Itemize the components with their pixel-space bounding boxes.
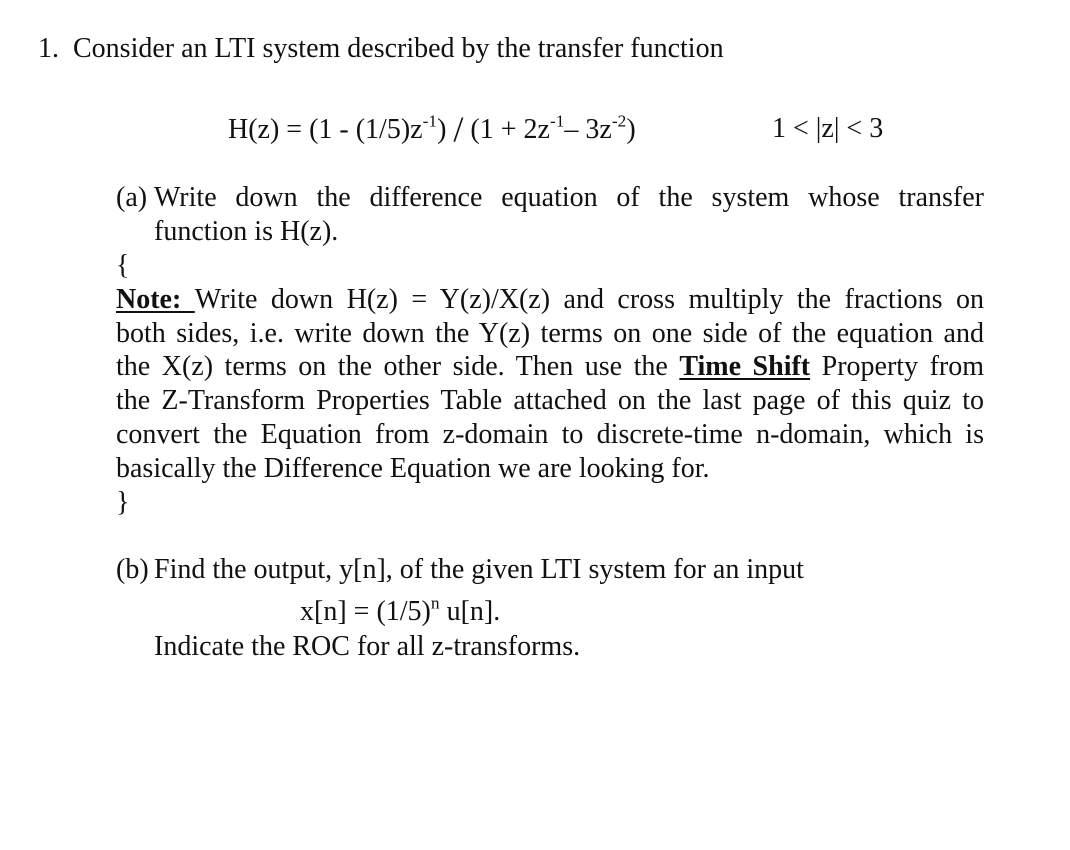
question-intro-line (38, 32, 724, 66)
question-intro: Consider an LTI system described by the transfer function (73, 33, 724, 64)
tf-denominator-end: ) (626, 114, 636, 145)
part-a-label: (a) (116, 182, 148, 213)
note-line-3-pre: the X(z) terms on the other side. Then use the (116, 351, 668, 382)
tf-numerator-end: ) (437, 114, 454, 145)
note-line-4: the Z-Transform Properties Table attached on the last page of this quiz to (116, 385, 984, 416)
note-label: Note: (116, 284, 195, 315)
part-b-label: (b) (116, 554, 149, 585)
transfer-function-roc: 1 < |z| < 3 (772, 113, 884, 144)
part-a-line-2: function is H(z). (154, 216, 339, 247)
note-line-2: both sides, i.e. write down the Y(z) terms on one side of the equation and (116, 318, 984, 349)
input-lhs: x[n] = (1/5) (300, 596, 431, 627)
time-shift-term: Time Shift (679, 351, 811, 382)
note-line-1 (116, 283, 984, 317)
input-exponent: n (430, 593, 440, 613)
tf-exponent-1: -1 (422, 111, 438, 131)
tf-exponent-2: -1 (549, 111, 565, 131)
note-line-1-text: Write down H(z) = Y(z)/X(z) and cross multiply the fractions on (194, 284, 985, 315)
part-b-line-1: Find the output, y[n], of the given LTI system for an input (154, 554, 804, 585)
input-rhs: u[n]. (439, 596, 501, 627)
note-open-brace: { (116, 250, 130, 281)
note-line-3 (116, 350, 984, 384)
tf-denominator-start: (1 + 2z (463, 114, 550, 145)
tf-denominator-mid: – 3z (564, 114, 612, 145)
input-signal-equation (300, 595, 500, 629)
transfer-function-equation (228, 109, 636, 149)
part-b-line-3: Indicate the ROC for all z-transforms. (154, 631, 581, 662)
note-line-6: basically the Difference Equation we are looking for. (116, 453, 710, 484)
part-a-line-1: Write down the difference equation of the system whose transfer (154, 182, 984, 213)
note-line-3-post: Property from (821, 351, 985, 382)
tf-numerator-start: H(z) = (1 - (1/5)z (228, 114, 423, 145)
tf-exponent-3: -2 (611, 111, 627, 131)
note-line-5: convert the Equation from z-domain to discrete-time n-domain, which is (116, 419, 984, 450)
note-close-brace: } (116, 487, 130, 518)
question-number: 1. (38, 33, 59, 64)
tf-division-slash: / (453, 109, 464, 149)
